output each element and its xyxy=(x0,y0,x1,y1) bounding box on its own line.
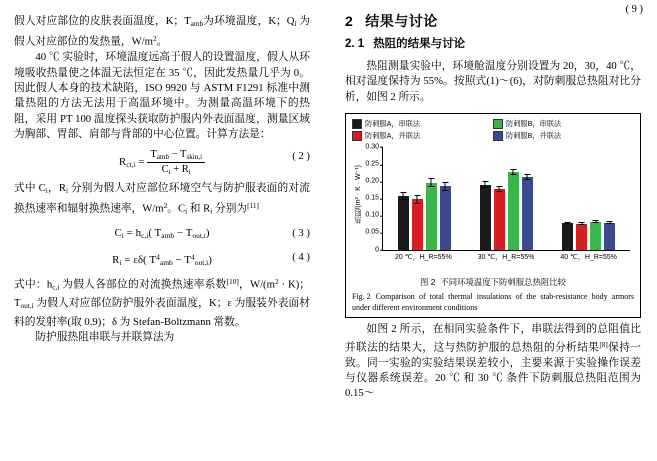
left-column xyxy=(14,14,310,345)
x-tick-2: 40 ℃，H_R=55% xyxy=(560,253,618,261)
formula-3-number: ( 3 ) xyxy=(292,227,310,240)
error-bar-2-1 xyxy=(581,222,582,225)
section-heading xyxy=(345,14,641,29)
bar-2-1 xyxy=(576,224,587,250)
paragraph-continued: 假人对应部位的皮肤表面温度，K；$T_{amb}$为环境温度，K；$Q_i$ 为假人对应部位的发热量，$W/m^2$。 xyxy=(14,15,310,48)
legend-label-0: 防刺服A，串联法 xyxy=(365,119,421,129)
bar-1-0 xyxy=(480,185,491,250)
error-bar-2-2 xyxy=(595,220,596,223)
section-title: 结果与讨论 xyxy=(365,13,438,29)
error-bar-1-1 xyxy=(499,186,500,193)
legend-label-3: 防刺服B，并联法 xyxy=(506,131,562,141)
paragraph-definitions: 式中 $C_i$，$R_i$ 分别为假人对应部位环境空气与防护服表面的对流换热速率和辐射换热速率，$W/m^2$。$C_i$ 和 $R_i$ 分别为[11] xyxy=(14,181,310,216)
bar-group-1 xyxy=(465,147,547,250)
bar-group-2 xyxy=(548,147,630,250)
bar-0-1 xyxy=(412,199,423,250)
x-tick-0: 20 ℃，H_R=55% xyxy=(394,253,452,261)
figure-caption-en-label: Fig. 2 xyxy=(352,292,371,302)
bar-group-0 xyxy=(383,147,465,250)
error-bar-1-2 xyxy=(513,169,514,175)
bar-0-2 xyxy=(426,183,437,250)
y-axis-label: 热阻/(m² · K · W⁻¹) xyxy=(355,165,362,224)
formula-2-number: ( 2 ) xyxy=(292,149,310,162)
paragraph-results-discussion: 如图 2 所示，在相同实验条件下，串联法得到的总阻值比并联法的结果大，这与热防护服的总热阻的分析结果[8]保持一致。同一实验的实验结果误差较小，主要来源于实验操作误差与仪器系统误差。20 ℃ 和 30 ℃ 条件下防刺服总热阻范围为 0.15～ xyxy=(345,323,641,400)
formula-4-text: $R_i = \varepsilon\delta$( $T^4_{amb} - T^4_{out,i}$) xyxy=(112,252,212,268)
y-tick-6: 0.30 xyxy=(357,139,379,154)
error-bar-0-1 xyxy=(417,195,418,204)
legend-label-1: 防刺服A，并联法 xyxy=(365,131,421,141)
y-tick-5: 0.25 xyxy=(357,157,379,172)
chart-plot-area xyxy=(352,145,634,273)
formula-4-number: ( 4 ) xyxy=(292,250,310,263)
formula-2-denominator: $C_i + R_i$ xyxy=(161,163,191,176)
section-number: 2 xyxy=(345,13,354,29)
formula-3 xyxy=(14,226,310,244)
chart-bar-groups xyxy=(383,147,630,250)
figure-caption-text: 不同环境温度下防刺服总热阻比较 xyxy=(440,277,566,288)
x-axis-tick-labels xyxy=(382,250,630,265)
error-bar-0-2 xyxy=(431,178,432,187)
formula-2-numerator: $T_{amb} - T_{skin,i}$ xyxy=(147,149,205,163)
y-tick-0: 0 xyxy=(357,242,379,257)
error-bar-0-0 xyxy=(403,192,404,200)
error-bar-1-0 xyxy=(485,181,486,188)
y-tick-2: 0.10 xyxy=(357,208,379,223)
y-tick-1: 0.05 xyxy=(357,225,379,240)
paragraph-symbols: 式中：$h_{c,i}$ 为假人各部位的对流换热速率系数[10]，$W/(m^2 \cdot K)$；$T_{out,i}$ 为假人对应部位防护服外表面温度，K；ε 为服装外表面材料的发射率(取 0.9)；δ 为 Stefan-Boltzmann 常数。 xyxy=(14,278,310,328)
figure-caption-cn xyxy=(352,275,634,290)
x-tick-1: 30 ℃，H_R=55% xyxy=(477,253,535,261)
figure-caption-en-text: Comparison of total thermal insulations of the stab-resistance body armors under different environment conditions xyxy=(352,292,634,312)
legend-swatch-3 xyxy=(493,131,503,141)
figure-2 xyxy=(345,113,641,318)
paragraph-temperature-limits: 40 ℃ 实验时，环境温度远高于假人的设置温度，假人从环境吸收热量使之体温无法恒定在 35 ℃，因此发热量几乎为 0。因此假人本身的技术缺陷，ISO 9920 与 ASTM F1291 标准中测量热阻的方法无法用于高温环境中。为测量高温环境下的热阻，采用 PT 100 温度探头获取防护服内外表面温度，测量区域为胸部、胃部、肩部与背部的中心位置。计算方法是： xyxy=(14,51,310,141)
formula-2-fraction xyxy=(147,149,205,176)
bar-1-2 xyxy=(508,172,519,250)
bar-1-1 xyxy=(494,189,505,250)
chart-axes xyxy=(365,143,630,254)
legend-item-3 xyxy=(493,131,634,141)
formula-2-lhs: $R_{ct,i}$ = xyxy=(118,155,145,169)
y-tick-3: 0.15 xyxy=(357,191,379,206)
figure-caption-en xyxy=(352,292,634,313)
paragraph-experiment-setup: 热阻测量实验中，环境舱温度分别设置为 20，30，40 ℃，相对湿度保持为 55%。按照式(1)～(6)，对防刺服总热阻对比分析，如图 2 所示。 xyxy=(345,59,641,103)
legend-swatch-0 xyxy=(352,119,362,129)
bar-2-0 xyxy=(562,223,573,250)
error-bar-0-3 xyxy=(445,182,446,191)
page-number: ( 9 ) xyxy=(625,4,643,15)
bar-0-0 xyxy=(398,196,409,250)
chart-legend xyxy=(352,119,634,143)
subsection-heading xyxy=(345,37,641,52)
legend-item-2 xyxy=(493,119,634,129)
figure-caption-number: 图 2 xyxy=(420,277,436,288)
bar-2-2 xyxy=(590,222,601,250)
formula-3-text: $C_i = h_{c,i}$( $T_{amb} - T_{out,i}$) xyxy=(114,227,210,241)
legend-swatch-2 xyxy=(493,119,503,129)
error-bar-2-3 xyxy=(609,221,610,224)
bar-0-3 xyxy=(440,186,451,250)
legend-item-0 xyxy=(352,119,493,129)
formula-2 xyxy=(14,149,310,176)
bar-1-3 xyxy=(522,177,533,250)
legend-label-2: 防刺服B，串联法 xyxy=(506,119,562,129)
paragraph-series-parallel: 防护服热阻串联与并联算法为 xyxy=(35,330,175,343)
error-bar-1-3 xyxy=(527,174,528,180)
formula-4 xyxy=(14,250,310,271)
y-tick-4: 0.20 xyxy=(357,174,379,189)
subsection-number: 2. 1 xyxy=(345,38,365,51)
error-bar-2-0 xyxy=(567,222,568,225)
bar-2-3 xyxy=(604,223,615,250)
subsection-title: 热阻的结果与讨论 xyxy=(373,38,466,51)
right-column xyxy=(345,14,641,402)
